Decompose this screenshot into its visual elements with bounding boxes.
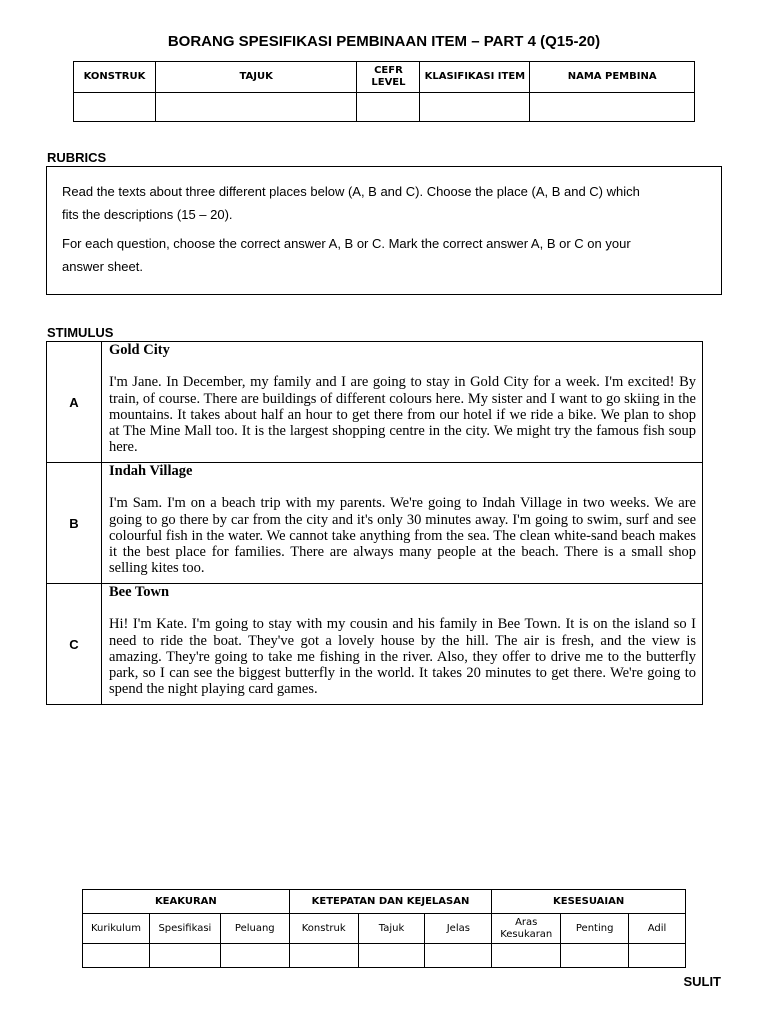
stimulus-text-cell [102,342,703,463]
header-input-row [74,93,695,122]
rubrics-box [46,166,722,295]
header-cell-nama-pembina: NAMA PEMBINA [530,62,695,93]
criteria-sub-row [83,914,686,944]
adil-input-cell[interactable] [629,944,686,968]
kurikulum-input-cell[interactable] [83,944,150,968]
criteria-group-row [83,890,686,914]
rubric-paragraph: Read the texts about three different places below (A, B and C). Choose the place (A, B and C) which fits the descriptions (15 – 20). [62,184,640,222]
stimulus-label: STIMULUS [47,325,114,340]
aras-kesukaran-input-cell[interactable] [492,944,561,968]
sub-cell-kurikulum: Kurikulum [83,914,150,944]
sub-cell-jelas: Jelas [425,914,492,944]
klasifikasi-item-input-cell[interactable] [420,93,530,122]
group-cell-ketepatan-dan-kejelasan: KETEPATAN DAN KEJELASAN [289,890,492,914]
stimulus-title: Bee Town [109,584,170,600]
jelas-input-cell[interactable] [425,944,492,968]
stimulus-text-cell [102,584,703,705]
header-cell-konstruk: KONSTRUK [74,62,156,93]
stimulus-row-a [47,342,703,463]
classification-mark: SULIT [683,974,721,989]
konstruk-review-input-cell[interactable] [289,944,358,968]
review-criteria-table [82,889,686,968]
tajuk-input-cell[interactable] [155,93,357,122]
group-cell-kesesuaian: KESESUAIAN [492,890,686,914]
stimulus-letter: A [47,342,102,463]
sub-cell-spesifikasi: Spesifikasi [149,914,220,944]
rubrics-label: RUBRICS [47,150,107,165]
criteria-input-row [83,944,686,968]
sub-cell-aras-kesukaran: Aras Kesukaran [492,914,561,944]
stimulus-title: Gold City [109,342,170,358]
header-cell-tajuk: TAJUK [155,62,357,93]
tajuk-review-input-cell[interactable] [358,944,425,968]
stimulus-title: Indah Village [109,463,193,479]
stimulus-row-c [47,584,703,705]
header-cell-cefr-level: CEFR LEVEL [357,62,420,93]
stimulus-table [46,341,703,705]
page-title: BORANG SPESIFIKASI PEMBINAAN ITEM – PART 4 (Q15-20) [167,33,601,50]
rubric-paragraph: For each question, choose the correct answer A, B or C. Mark the correct answer A, B or C on your answer sheet. [62,236,631,274]
stimulus-body: I'm Sam. I'm on a beach trip with my parents. We're going to Indah Village in two weeks. We are going to go there by car from the city and it's only 30 minutes away. I'm going to swim, surf and see colourful fish in the water. We cannot take anything from the sea. The clean white-sand beach makes it the best place for families. There are always many people at the beach. There is a small shop selling kites too. [109,495,696,577]
stimulus-row-b [47,463,703,584]
sub-cell-penting: Penting [561,914,629,944]
specification-header-table [73,61,695,122]
penting-input-cell[interactable] [561,944,629,968]
sub-cell-adil: Adil [629,914,686,944]
stimulus-body: I'm Jane. In December, my family and I are going to stay in Gold City for a week. I'm excited! By train, of course. There are buildings of different colours here. My sister and I want to go skiing in the mountains. It takes about half an hour to get there from our hotel if we ride a bike. We plan to shop at The Mine Mall too. It is the largest shopping centre in the city. We might try the famous fish soup here. [109,374,696,456]
stimulus-body: Hi! I'm Kate. I'm going to stay with my cousin and his family in Bee Town. It is on the island so I need to ride the boat. They've got a lovely house by the hill. The air is fresh, and the view is amazing. They're going to take me fishing in the river. Also, they offer to drive me to the butterfly park, so I can see the biggest butterfly in the world. It takes 20 minutes to get there. We're going to spend the night playing card games. [109,616,696,698]
sub-cell-tajuk: Tajuk [358,914,425,944]
stimulus-text-cell [102,463,703,584]
group-cell-keakuran: KEAKURAN [83,890,290,914]
header-cell-klasifikasi-item: KLASIFIKASI ITEM [420,62,530,93]
sub-cell-peluang: Peluang [220,914,289,944]
stimulus-letter: C [47,584,102,705]
header-row [74,62,695,93]
konstruk-input-cell[interactable] [74,93,156,122]
sub-cell-konstruk: Konstruk [289,914,358,944]
peluang-input-cell[interactable] [220,944,289,968]
spesifikasi-input-cell[interactable] [149,944,220,968]
cefr-level-input-cell[interactable] [357,93,420,122]
stimulus-letter: B [47,463,102,584]
nama-pembina-input-cell[interactable] [530,93,695,122]
